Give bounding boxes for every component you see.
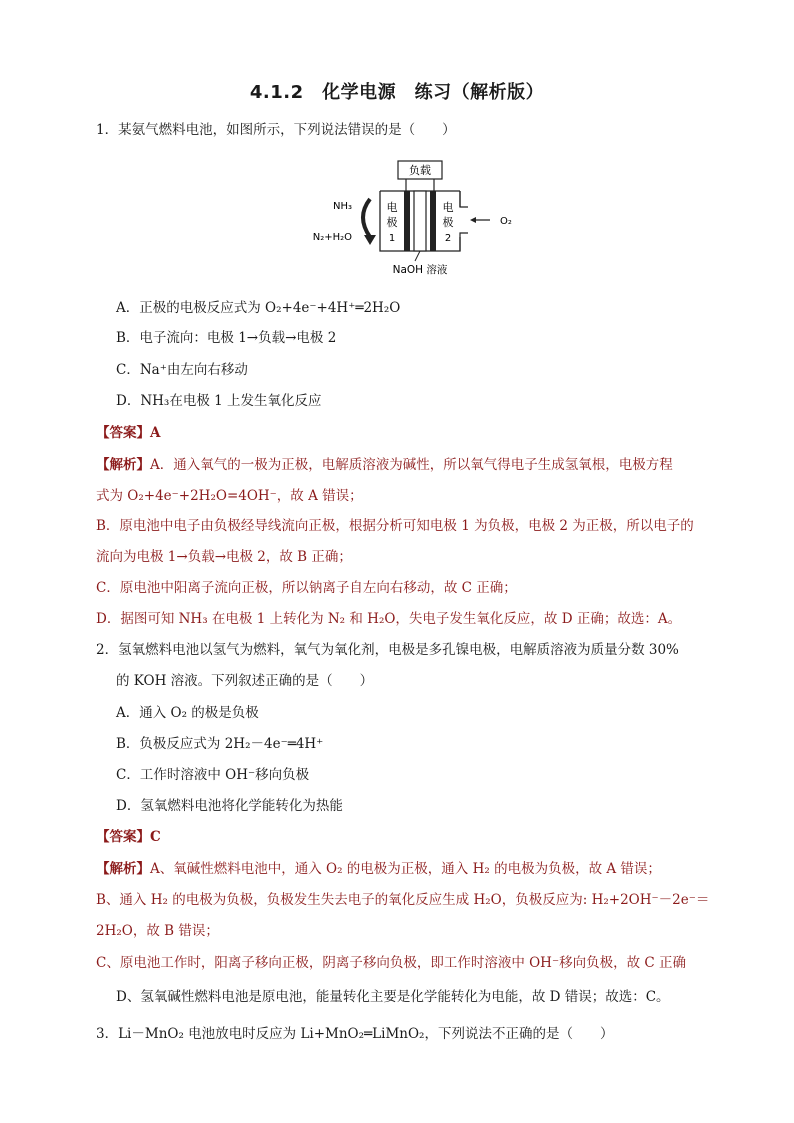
q1-analysis-line-4: 流向为电极 1→负载→电极 2，故 B 正确； bbox=[96, 549, 352, 565]
svg-text:电: 电 bbox=[386, 201, 398, 214]
fuel-cell-diagram bbox=[300, 155, 540, 280]
o2-label: O₂ bbox=[500, 216, 512, 227]
analysis-label: 【解析】 bbox=[96, 861, 150, 877]
solution-label: NaOH 溶液 bbox=[392, 264, 448, 276]
products-label: N₂+H₂O bbox=[312, 232, 352, 243]
page-title: 4.1.2 化学电源 练习（解析版） bbox=[249, 82, 545, 103]
q2-stem-line-2: 的 KOH 溶液。下列叙述正确的是（ ） bbox=[116, 673, 374, 689]
analysis-label: 【解析】 bbox=[96, 457, 150, 473]
answer-label: 【答案】 bbox=[96, 425, 150, 441]
q2-stem-line-1: 2．氢氧燃料电池以氢气为燃料，氧气为氧化剂，电极是多孔镍电极，电解质溶液为质量分数 30% bbox=[96, 642, 679, 658]
svg-text:极: 极 bbox=[386, 216, 398, 229]
q2-analysis-line-2: B、通入 H₂ 的电极为负极，负极发生失去电子的氧化反应生成 H₂O，负极反应为: H₂+2OH⁻－2e⁻＝ bbox=[96, 892, 710, 908]
svg-text:极: 极 bbox=[442, 216, 454, 229]
q3-stem: 3．Li－MnO₂ 电池放电时反应为 Li+MnO₂═LiMnO₂，下列说法不正确的是（ ） bbox=[96, 1026, 614, 1042]
electrode2-plate bbox=[430, 191, 436, 251]
q2-analysis-line-4: C、原电池工作时，阳离子移向正极，阴离子移向负极，即工作时溶液中 OH⁻移向负极，故 C 正确 bbox=[96, 955, 686, 971]
q1-stem: 1．某氨气燃料电池，如图所示，下列说法错误的是（ ） bbox=[96, 122, 456, 138]
answer-value: C bbox=[150, 829, 161, 845]
q1-analysis-line-3: B．原电池中电子由负极经导线流向正极，根据分析可知电极 1 为负极，电极 2 为正极，所以电子的 bbox=[96, 518, 694, 534]
q2-option-d: D．氢氧燃料电池将化学能转化为热能 bbox=[116, 798, 343, 814]
svg-text:2: 2 bbox=[444, 233, 452, 244]
membrane bbox=[414, 191, 426, 251]
answer-label: 【答案】 bbox=[96, 829, 150, 845]
curved-arrow-icon bbox=[364, 235, 376, 245]
answer-value: A bbox=[150, 425, 161, 441]
svg-text:1: 1 bbox=[388, 233, 396, 244]
q1-analysis-line-5: C．原电池中阳离子流向正极，所以钠离子自左向右移动，故 C 正确； bbox=[96, 580, 517, 596]
q1-analysis-line-2: 式为 O₂+4e⁻+2H₂O=4OH⁻，故 A 错误； bbox=[96, 488, 363, 504]
o2-arrow-icon bbox=[470, 217, 476, 223]
q2-analysis-line-1: 【解析】A、氧碱性燃料电池中，通入 O₂ 的电极为正极，通入 H₂ 的电极为负极，故 A 错误； bbox=[96, 861, 661, 877]
q1-answer bbox=[96, 423, 160, 443]
q1-analysis-line-1: 【解析】A．通入氧气的一极为正极，电解质溶液为碱性，所以氧气得电子生成氢氧根，电极方程 bbox=[96, 457, 673, 473]
q2-option-c: C．工作时溶液中 OH⁻移向负极 bbox=[116, 767, 310, 783]
load-label: 负载 bbox=[409, 164, 431, 177]
q1-option-d: D．NH₃在电极 1 上发生氧化反应 bbox=[116, 393, 322, 409]
q1-option-c: C．Na⁺由左向右移动 bbox=[116, 362, 248, 378]
nh3-label: NH₃ bbox=[332, 201, 352, 212]
q1-option-a: A．正极的电极反应式为 O₂+4e⁻+4H⁺═2H₂O bbox=[116, 300, 401, 316]
electrode1-plate bbox=[404, 191, 410, 251]
q2-answer bbox=[96, 827, 161, 847]
q2-option-a: A．通入 O₂ 的极是负极 bbox=[116, 705, 259, 721]
svg-text:电: 电 bbox=[442, 201, 454, 214]
q2-option-b: B．负极反应式为 2H₂－4e⁻═4H⁺ bbox=[116, 736, 324, 752]
q2-analysis-line-5: D、氢氧碱性燃料电池是原电池，能量转化主要是化学能转化为电能，故 D 错误；故选：C。 bbox=[116, 989, 670, 1005]
q2-analysis-line-3: 2H₂O，故 B 错误； bbox=[96, 923, 219, 939]
q1-analysis-line-6: D．据图可知 NH₃ 在电极 1 上转化为 N₂ 和 H₂O，失电子发生氧化反应，故 D 正确；故选：A。 bbox=[96, 611, 682, 627]
q1-option-b: B．电子流向：电极 1→负载→电极 2 bbox=[116, 330, 337, 346]
